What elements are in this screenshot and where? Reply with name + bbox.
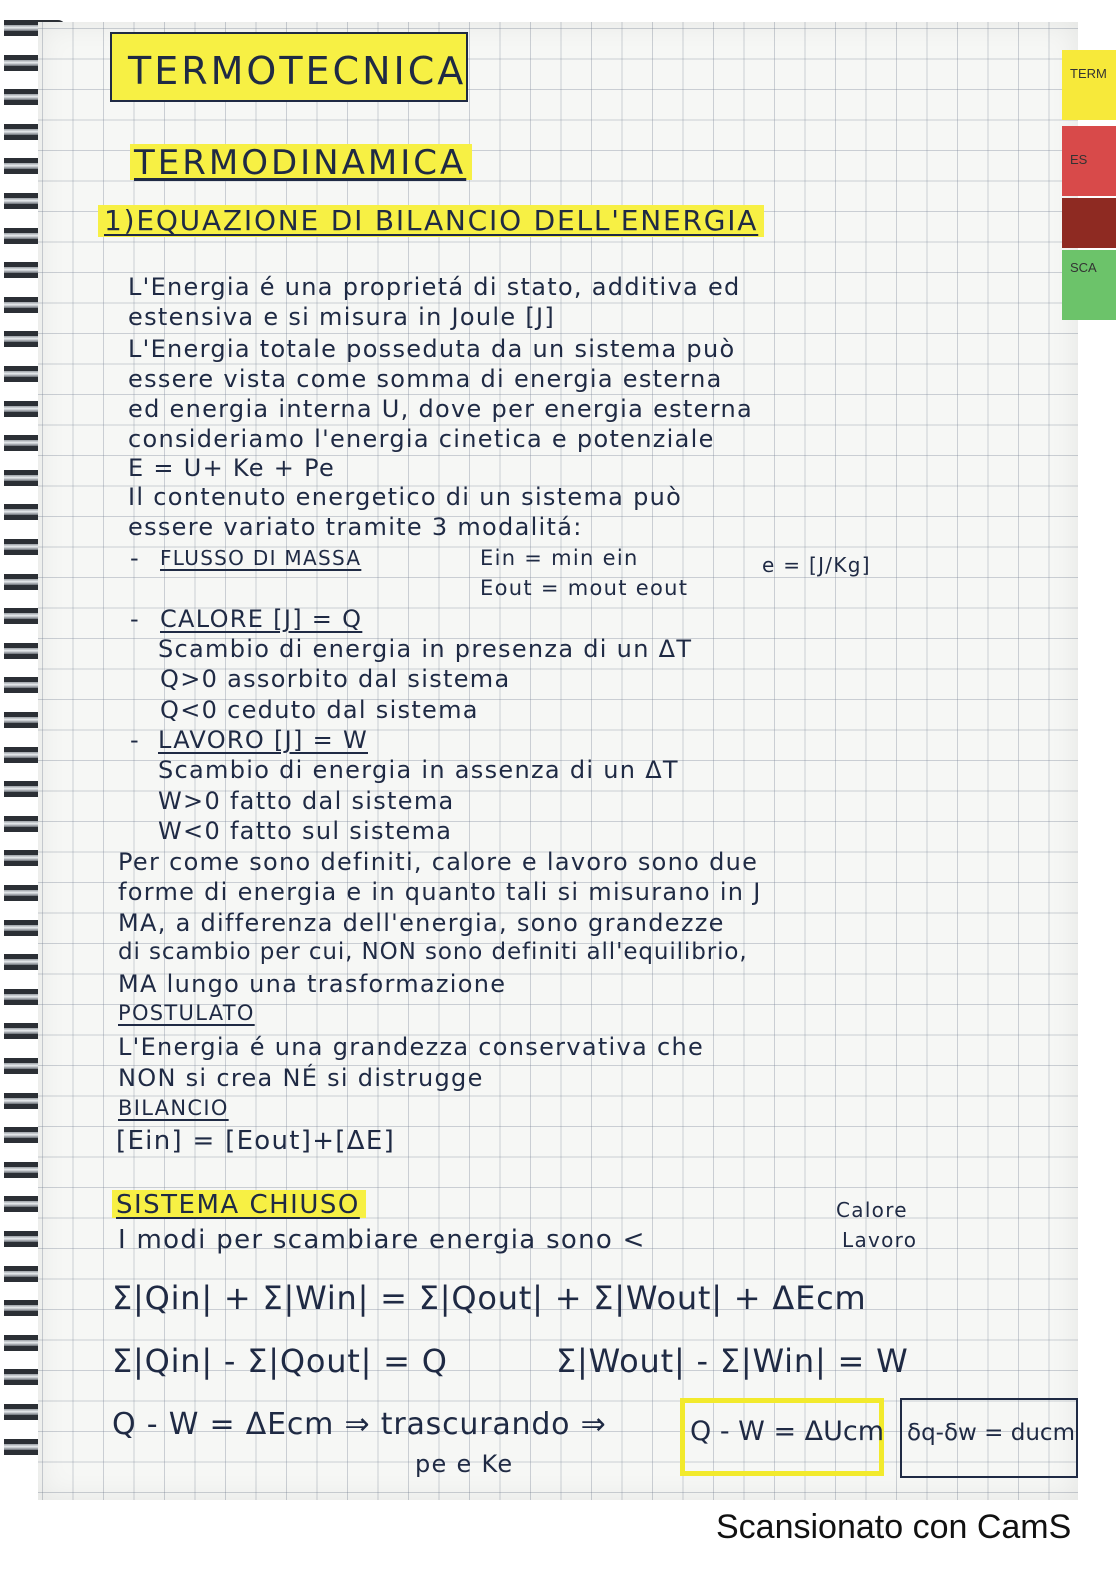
eout-equation: Eout = mout eout [480,576,689,600]
postulato-heading: POSTULATO [118,1001,255,1025]
lavoro-label: Lavoro [842,1228,918,1252]
text-line: essere vista come somma di energia esterna [128,365,723,393]
text-line: L'Energia é una proprietá di stato, additiva ed [128,273,741,301]
equation-3-note: pe e Ke [415,1450,514,1478]
text-line: E = U+ Ke + Pe [128,454,336,482]
bilancio-equation: [Ein] = [Eout]+[ΔE] [116,1126,396,1156]
text-line: essere variato tramite 3 modalitá: [128,513,583,541]
equation-3: Q - W = ΔEcm ⇒ trascurando ⇒ [112,1407,607,1442]
text-line: Scambio di energia in assenza di un ΔT [158,756,679,784]
text-line: Q>0 assorbito dal sistema [160,665,511,693]
differential-equation: δq-δw = ducm [907,1420,1075,1446]
page-title: TERMOTECNICA [128,49,467,93]
text-line: NON si crea NÉ si distrugge [118,1064,484,1092]
text-line: di scambio per cui, NON sono definiti all'equilibrio, [118,939,748,965]
text-line: forme di energia e in quanto tali si misurano in J [118,878,762,906]
bilancio-heading: BILANCIO [118,1096,229,1120]
text-line: consideriamo l'energia cinetica e potenziale [128,425,715,453]
text-line: MA lungo una trasformazione [118,970,507,998]
section-heading-text: 1)EQUAZIONE DI BILANCIO DELL'ENERGIA [104,204,759,237]
text-line: I modi per scambiare energia sono < [118,1225,646,1255]
text-line: Scambio di energia in presenza di un ΔT [158,635,693,663]
tab-label: TERM [1070,66,1107,81]
e-unit: e = [J/Kg] [762,553,871,577]
text-line: W>0 fatto dal sistema [158,787,455,815]
tab-label: ES [1070,152,1088,167]
result-equation: Q - W = ΔUcm [690,1416,885,1447]
bullet-dash: - [130,726,140,754]
text-line: MA, a differenza dell'energia, sono grandezze [118,909,725,937]
tab-termotecnica[interactable] [1062,50,1116,120]
equation-2b: Σ|Wout| - Σ|Win| = W [556,1342,909,1380]
section-heading [98,205,764,237]
text-line: estensiva e si misura in Joule [J] [128,303,556,331]
text-line: Il contenuto energetico di un sistema può [128,483,683,511]
text-line: Q<0 ceduto dal sistema [160,696,479,724]
flusso-heading: FLUSSO DI MASSA [160,546,362,570]
text-line: L'Energia é una grandezza conservativa che [118,1033,705,1061]
tab-label: SCA [1070,260,1097,275]
calore-heading [160,607,362,631]
text-line: L'Energia totale posseduta da un sistema può [128,335,736,363]
bullet-dash: - [130,544,140,572]
text-line: Per come sono definiti, calore e lavoro sono due [118,848,759,876]
text-line: W<0 fatto sul sistema [158,817,453,845]
equation-1: Σ|Qin| + Σ|Win| = Σ|Qout| + Σ|Wout| + ΔEcm [112,1279,867,1317]
equation-2a: Σ|Qin| - Σ|Qout| = Q [112,1342,448,1380]
sistema-chiuso-heading: SISTEMA CHIUSO [112,1190,366,1218]
bullet-dash: - [130,605,140,633]
tab-dark-red[interactable] [1062,198,1116,248]
tab-green[interactable] [1062,250,1116,320]
calore-heading-text: CALORE [J] = Q [160,605,363,633]
scanner-watermark: Scansionato con CamS [716,1508,1072,1546]
ein-equation: Ein = min ein [480,546,639,570]
calore-label: Calore [836,1198,908,1222]
subtitle: TERMODINAMICA [130,144,472,180]
text-line: ed energia interna U, dove per energia esterna [128,395,753,423]
lavoro-heading: LAVORO [J] = W [158,726,368,754]
tab-esercizi[interactable] [1062,126,1116,196]
